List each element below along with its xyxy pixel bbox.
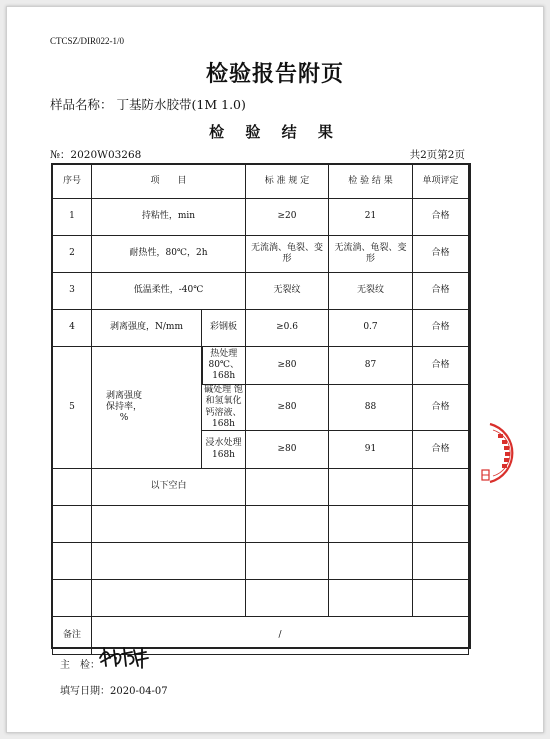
empty-cell xyxy=(92,506,246,543)
row-result: 91 xyxy=(329,431,413,469)
row-standard: ≥0.6 xyxy=(246,310,329,347)
row-verdict: 合格 xyxy=(413,273,469,310)
date-line xyxy=(60,682,168,697)
empty-cell xyxy=(246,543,329,580)
sample-name-label: 样品名称： xyxy=(50,97,113,112)
row-substrate: 彩钢板 xyxy=(202,310,246,347)
document-code: CTCSZ/DIR022-1/0 xyxy=(50,36,125,46)
col-header-verdict: 单项评定 xyxy=(413,165,469,199)
official-seal-stamp xyxy=(476,420,516,490)
empty-cell xyxy=(329,543,413,580)
sub-condition-text: 浸水处理 168h xyxy=(205,438,242,460)
row-no: 1 xyxy=(53,199,92,236)
row-result: 88 xyxy=(329,385,413,431)
row-no: 4 xyxy=(53,310,92,347)
empty-cell xyxy=(413,469,469,506)
sub-condition xyxy=(202,385,246,431)
remarks-value: / xyxy=(92,617,469,655)
row-verdict: 合格 xyxy=(413,385,469,431)
row-verdict: 合格 xyxy=(413,431,469,469)
results-heading: 检 验 结 果 xyxy=(209,123,341,141)
col-header-no: 序号 xyxy=(53,165,92,199)
row-item: 持粘性，min xyxy=(92,199,246,236)
row-no: 5 xyxy=(53,347,92,469)
empty-cell xyxy=(53,506,92,543)
empty-row xyxy=(53,580,469,617)
row-item xyxy=(92,347,202,469)
row-verdict: 合格 xyxy=(413,236,469,273)
empty-cell xyxy=(413,543,469,580)
date-value: 2020-04-07 xyxy=(110,686,168,697)
row-verdict: 合格 xyxy=(413,199,469,236)
table-row xyxy=(53,199,469,236)
empty-cell xyxy=(246,469,329,506)
empty-cell xyxy=(53,469,92,506)
empty-cell xyxy=(92,580,246,617)
empty-cell xyxy=(413,506,469,543)
row-item: 低温柔性，-40℃ xyxy=(92,273,246,310)
row-verdict: 合格 xyxy=(413,347,469,385)
report-number: №：2020W03268 xyxy=(50,149,142,161)
row-standard: ≥20 xyxy=(246,199,329,236)
sub-condition xyxy=(202,431,246,469)
blank-note: 以下空白 xyxy=(92,469,246,506)
date-label: 填写日期： xyxy=(60,686,110,697)
table-row xyxy=(53,236,469,273)
blank-note-row xyxy=(53,469,469,506)
sub-condition-text: 碱处理 饱和氢氧化钙溶液、168h xyxy=(204,385,243,429)
row-standard: 无流淌、龟裂、变形 xyxy=(246,236,329,273)
sub-condition xyxy=(202,347,246,385)
row-standard: ≥80 xyxy=(246,347,329,385)
empty-cell xyxy=(329,469,413,506)
sample-name-line xyxy=(50,95,246,113)
sub-condition-text: 热处理 80℃、168h xyxy=(208,348,240,382)
row-result: 21 xyxy=(329,199,413,236)
col-header-standard: 标 准 规 定 xyxy=(246,165,329,199)
inspector-signature xyxy=(98,644,150,674)
page-title: 检验报告附页 xyxy=(205,62,344,87)
empty-cell xyxy=(246,580,329,617)
col-header-item: 项 目 xyxy=(92,165,246,199)
empty-row xyxy=(53,543,469,580)
row-result: 87 xyxy=(329,347,413,385)
empty-cell xyxy=(329,580,413,617)
row-result: 无裂纹 xyxy=(329,273,413,310)
row-no: 2 xyxy=(53,236,92,273)
table-row xyxy=(53,273,469,310)
empty-cell xyxy=(413,580,469,617)
empty-cell xyxy=(53,543,92,580)
empty-cell xyxy=(92,543,246,580)
row-item: 耐热性，80℃，2h xyxy=(92,236,246,273)
empty-cell xyxy=(329,506,413,543)
remarks-label: 备注 xyxy=(53,617,92,655)
row-standard: ≥80 xyxy=(246,431,329,469)
row-item: 剥离强度，N/mm xyxy=(92,310,202,347)
empty-cell xyxy=(246,506,329,543)
table-row xyxy=(53,347,469,385)
table-row xyxy=(53,310,469,347)
sample-name-value: 丁基防水胶带(1M 1.0) xyxy=(116,97,246,112)
table-header-row xyxy=(53,165,469,199)
row-standard: 无裂纹 xyxy=(246,273,329,310)
row-item-text: 剥离强度保持率，% xyxy=(105,390,142,424)
inspector-label: 主 检： xyxy=(60,660,100,671)
col-header-result: 检 验 结 果 xyxy=(329,165,413,199)
row-standard: ≥80 xyxy=(246,385,329,431)
row-result: 无流淌、龟裂、变形 xyxy=(329,236,413,273)
empty-row xyxy=(53,506,469,543)
row-no: 3 xyxy=(53,273,92,310)
results-table xyxy=(52,164,469,655)
empty-cell xyxy=(53,580,92,617)
row-result: 0.7 xyxy=(329,310,413,347)
row-verdict: 合格 xyxy=(413,310,469,347)
page-count: 共2页第2页 xyxy=(409,149,465,161)
